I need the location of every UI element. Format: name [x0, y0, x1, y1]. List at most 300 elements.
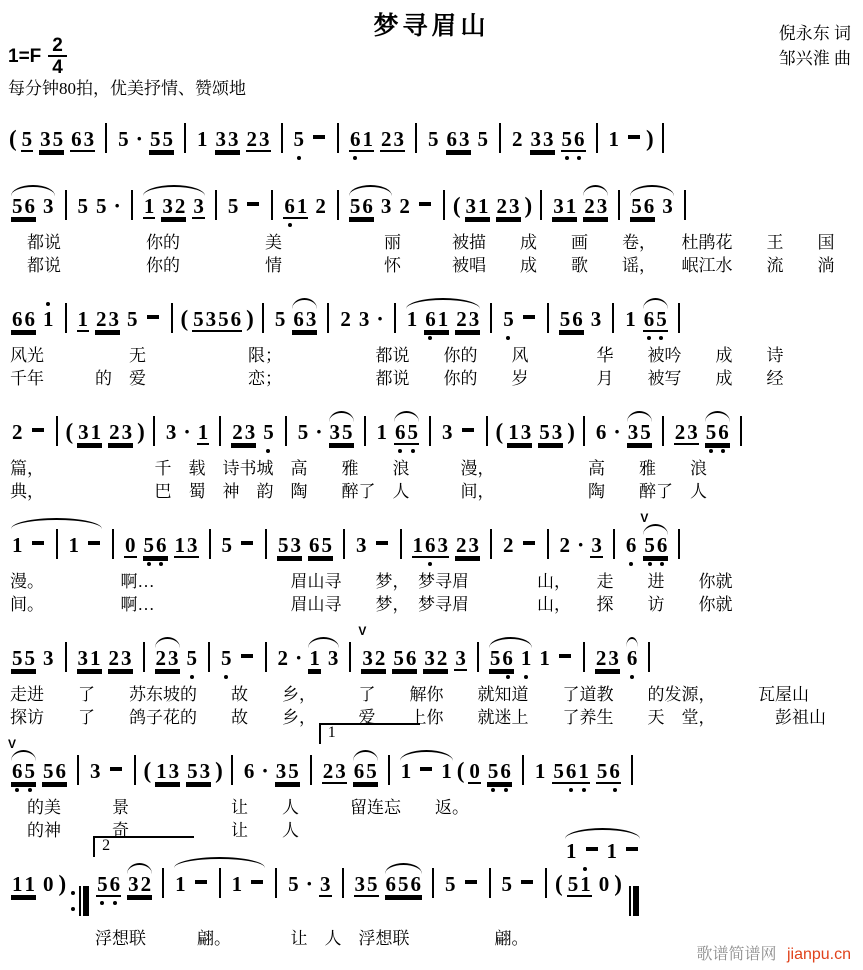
note-digit: 5 [407, 422, 420, 443]
paren: ( [495, 419, 504, 444]
score-area [0, 102, 863, 950]
note-digit: 2 [381, 127, 392, 151]
music-system [6, 106, 859, 164]
note-group [11, 535, 24, 556]
note-digit: 6 [109, 874, 122, 895]
note-digit: 5 [487, 761, 500, 782]
note-digit: 5 [342, 420, 353, 444]
note-digit: 3 [327, 646, 339, 670]
dash-line [241, 654, 253, 658]
note-group [361, 648, 386, 671]
note-group [77, 309, 90, 332]
slur-arc [8, 761, 39, 784]
note-group [314, 196, 327, 217]
note-digit: 2 [503, 533, 514, 557]
note-digit: 6 [499, 761, 512, 782]
lyrics-line: 漫。 啊… 眉山寻 梦， 梦寻眉 山， 走 进 你就 [10, 572, 733, 591]
note-group [596, 761, 621, 784]
notes-line [6, 286, 859, 344]
note-digit: 3 [121, 646, 132, 670]
note-digit: 3 [358, 307, 370, 331]
note-digit: 6 [230, 307, 242, 331]
notes-line [6, 625, 859, 683]
slur-arc [124, 874, 155, 897]
note-group [327, 648, 340, 669]
barline [337, 123, 339, 153]
dash-line [462, 428, 474, 432]
note-digit: 3 [553, 194, 564, 218]
barline [262, 303, 264, 333]
note-digit: 6 [626, 648, 639, 669]
note-digit: 3 [465, 194, 477, 218]
note-digit: 5 [553, 759, 564, 783]
barline [631, 755, 633, 785]
note-digit: 0 [469, 759, 480, 783]
note-digit: 5 [227, 194, 239, 218]
lyrics-line: 都说 你的 情 怀 被唱 成 歌 谣， 岷江水 流 淌 [10, 256, 835, 275]
slur-arc [289, 309, 320, 332]
augmentation-dot: · [113, 193, 121, 218]
note-group [511, 129, 524, 150]
note-digit: 3 [193, 194, 204, 218]
lyricist-credit: 倪永东 词 [778, 24, 851, 43]
note-digit: 1 [42, 309, 55, 330]
barline [678, 529, 680, 559]
note-group [487, 761, 512, 784]
note-digit: 2 [155, 646, 166, 670]
barline [583, 642, 585, 672]
slur-arc [8, 196, 58, 219]
note-digit: 1 [625, 307, 636, 331]
note-digit: 1 [90, 646, 101, 670]
slur-arc [8, 529, 105, 559]
note-digit: 2 [595, 646, 607, 670]
augmentation-dot: · [261, 758, 269, 783]
lyrics-line: 风光 无 限； 都说 你的 风 华 被吟 成 诗 [10, 346, 784, 365]
note-digit: 5 [43, 759, 54, 783]
note-digit: 3 [356, 533, 367, 557]
note-group [507, 422, 532, 445]
octave-dot-low [113, 901, 117, 905]
note-group [385, 874, 423, 897]
barline [522, 755, 524, 785]
music-system [6, 173, 859, 277]
note-digit: 3 [275, 759, 287, 783]
paren: ( [9, 126, 17, 151]
note-digit: 3 [393, 127, 405, 151]
note-group [117, 129, 130, 150]
note-digit: 1 [608, 127, 620, 151]
augmentation-dot: · [183, 419, 191, 444]
note-group [590, 535, 603, 558]
note-group [308, 535, 333, 558]
thin-bar [629, 886, 631, 916]
note-digit: 6 [501, 648, 514, 669]
barline [275, 868, 277, 898]
note-digit: 3 [77, 646, 88, 670]
note-group [215, 129, 240, 152]
note-digit: 5 [705, 422, 718, 443]
barline [596, 123, 598, 153]
note-group [243, 761, 256, 782]
note-group [196, 129, 209, 150]
notes-line [6, 173, 859, 231]
slur-arc [140, 196, 208, 219]
note-group [186, 761, 211, 784]
tempo-marking: 每分钟80拍，优美抒情、赞颂地 [8, 79, 246, 98]
octave-dot-low [647, 336, 651, 340]
note-digit: 3 [687, 420, 698, 444]
note-group [552, 761, 590, 784]
note-digit: 5 [596, 759, 608, 783]
note-digit: 3 [78, 420, 89, 444]
octave-dot-low [629, 562, 633, 566]
barline [65, 642, 67, 672]
note-digit: 3 [437, 533, 448, 557]
note-group [89, 761, 102, 782]
note-digit: 1 [12, 872, 23, 896]
barline [499, 123, 501, 153]
note-group [590, 309, 603, 330]
note-group [155, 648, 180, 671]
note-group [174, 535, 199, 558]
key-signature: 1=F [8, 45, 42, 67]
barline [545, 868, 547, 898]
note-digit: 3 [215, 127, 227, 151]
note-digit: 5 [96, 874, 109, 895]
note-digit: 1 [174, 533, 185, 557]
note-digit: 6 [656, 535, 669, 556]
time-signature [48, 36, 67, 77]
note-group [329, 422, 354, 445]
note-digit: 0 [43, 872, 54, 896]
note-digit: 2 [12, 420, 23, 444]
dash-line [32, 428, 44, 432]
note-group [559, 309, 584, 332]
barline [265, 529, 267, 559]
note-group [231, 422, 256, 445]
note-group [643, 309, 668, 332]
note-digit: 6 [608, 761, 621, 782]
note-digit: 1 [309, 646, 320, 670]
slur-arc [350, 761, 381, 784]
note-group [11, 874, 36, 897]
augmentation-dot: · [305, 871, 314, 896]
note-digit: 2 [322, 759, 334, 783]
octave-dot-low [224, 675, 228, 679]
barline [265, 642, 267, 672]
note-digit: 3 [354, 872, 366, 896]
note-group [354, 874, 379, 897]
note-digit: 1 [441, 759, 452, 783]
note-digit: 3 [329, 420, 341, 444]
note-digit: 1 [156, 759, 167, 783]
note-digit: 2 [340, 307, 351, 331]
paren: ) [646, 126, 654, 151]
note-digit: 5 [288, 872, 299, 896]
notes-line [6, 724, 859, 796]
note-group [108, 648, 133, 671]
note-digit: 6 [309, 533, 320, 557]
note-group [440, 761, 453, 782]
note-digit: 3 [335, 759, 346, 783]
notes-line [6, 837, 859, 927]
note-group [567, 874, 592, 897]
barline [219, 868, 221, 898]
note-digit: 5 [143, 535, 156, 556]
note-digit: 3 [121, 420, 133, 444]
barline [271, 190, 273, 220]
note-group [406, 309, 419, 330]
barline [342, 868, 344, 898]
note-group [308, 648, 321, 671]
note-digit: 5 [366, 759, 377, 783]
note-digit: 3 [530, 127, 542, 151]
note-digit: 0 [598, 872, 610, 896]
barline [134, 755, 136, 785]
note-digit: 1 [197, 420, 209, 444]
note-digit: 5 [539, 420, 550, 444]
note-digit: 2 [246, 127, 258, 151]
note-digit: 1 [175, 872, 186, 896]
note-group [534, 761, 547, 782]
note-digit: 1 [376, 420, 388, 444]
note-digit: 3 [590, 307, 602, 331]
octave-dot-low [190, 675, 194, 679]
note-digit: 1 [231, 872, 243, 896]
dash-line [523, 541, 535, 545]
barline [184, 123, 186, 153]
note-digit: 1 [579, 874, 592, 895]
note-group [277, 535, 302, 558]
barline [112, 529, 114, 559]
lyrics-line: 千年 的 爱 恋； 都说 你的 岁 月 被写 成 经 [10, 369, 784, 388]
barline [613, 529, 615, 559]
paren: ) [567, 419, 575, 444]
barline [153, 416, 155, 446]
note-group [625, 535, 638, 556]
note-digit: 5 [655, 309, 668, 330]
octave-dot-low [100, 901, 104, 905]
note-digit: 2 [96, 307, 107, 331]
octave-dot-low [659, 336, 663, 340]
note-group [11, 422, 24, 443]
note-digit: 6 [243, 759, 255, 783]
lyrics-line: 都说 你的 美 丽 被描 成 画 卷， 杜鹃花 王 国 [10, 233, 835, 252]
note-digit: 2 [277, 646, 288, 670]
note-digit: 3 [509, 194, 520, 218]
slur-arc [640, 535, 671, 558]
octave-dot-low [266, 449, 270, 453]
note-digit: 3 [551, 420, 563, 444]
note-digit: 6 [283, 196, 296, 217]
barline [285, 416, 287, 446]
paren: ( [555, 871, 563, 896]
note-group [455, 535, 480, 558]
note-group [143, 535, 168, 558]
note-digit: 6 [24, 307, 35, 331]
dash-line [247, 202, 259, 206]
note-digit: 5 [127, 307, 138, 331]
paren: ( [143, 758, 152, 783]
note-digit: 3 [168, 759, 180, 783]
note-digit: 3 [128, 872, 139, 896]
note-digit: 6 [24, 194, 35, 218]
barline [162, 868, 164, 898]
note-group [149, 129, 174, 152]
note-group [444, 874, 457, 895]
note-digit: 5 [21, 127, 33, 151]
note-group [297, 422, 310, 443]
note-group [96, 874, 121, 897]
note-group [274, 309, 287, 330]
notes-line [6, 399, 859, 457]
note-digit: 3 [459, 127, 470, 151]
note-digit: 5 [220, 648, 233, 669]
barline [281, 123, 283, 153]
note-group [275, 761, 300, 784]
note-digit: 1 [77, 307, 88, 331]
note-digit: 5 [297, 420, 309, 444]
lyrics-line: 间。 啊… 眉山寻 梦， 梦寻眉 山， 探 访 你就 [10, 595, 733, 614]
notes-line [6, 106, 859, 164]
barline [343, 529, 345, 559]
note-digit: 5 [186, 648, 199, 669]
note-digit: 3 [165, 420, 177, 444]
note-digit: 2 [108, 646, 119, 670]
note-group [455, 309, 480, 332]
note-digit: 6 [362, 194, 373, 218]
barline [56, 529, 58, 559]
barline [105, 123, 107, 153]
note-group [126, 309, 139, 330]
barline [364, 416, 366, 446]
lyrics-line: 浮想联 翩。 让 人 浮想联 翩。 [10, 929, 529, 948]
note-group [339, 309, 352, 330]
slur-arc [627, 196, 677, 219]
note-group [630, 196, 655, 219]
note-digit: 2 [456, 307, 467, 331]
note-digit: 5 [367, 872, 378, 896]
note-group [319, 874, 332, 897]
note-group [643, 535, 668, 558]
note-digit: 6 [625, 535, 638, 556]
note-digit: 6 [385, 872, 397, 896]
note-group [380, 129, 405, 152]
note-group [42, 761, 67, 784]
note-digit: 6 [12, 307, 23, 331]
note-group [423, 648, 448, 671]
barline [394, 303, 396, 333]
note-digit: 1 [566, 839, 577, 863]
note-group [454, 648, 467, 671]
note-digit: 5 [150, 127, 161, 151]
note-digit: 6 [573, 129, 586, 150]
note-group [358, 309, 371, 330]
barline [415, 123, 417, 153]
note-digit: 6 [405, 646, 417, 670]
note-group [262, 422, 275, 443]
slur-arc [171, 868, 268, 898]
note-group [283, 196, 308, 219]
note-digit: 3 [40, 127, 51, 151]
note-group [161, 196, 186, 219]
note-digit: 5 [398, 872, 409, 896]
note-digit: 5 [278, 533, 289, 557]
slur-arc [397, 761, 456, 782]
dash-line [376, 541, 388, 545]
page-title: 梦寻眉山 [373, 12, 490, 40]
note-digit: 3 [259, 127, 270, 151]
note-group [398, 196, 411, 217]
note-digit: 6 [394, 422, 407, 443]
note-group [380, 196, 393, 217]
barline [678, 303, 680, 333]
note-group [674, 422, 699, 445]
barline [208, 642, 210, 672]
note-digit: 1 [400, 759, 412, 783]
note-group [108, 422, 133, 445]
music-system [6, 724, 859, 842]
note-digit: 1 [362, 127, 374, 151]
thick-bar [633, 886, 639, 916]
note-digit: 3 [468, 533, 479, 557]
augmentation-dot: · [613, 419, 621, 444]
repeat-dots [71, 886, 76, 916]
note-digit: 5 [24, 646, 35, 670]
note-group [143, 196, 156, 219]
note-group [322, 761, 347, 784]
note-digit: 3 [627, 420, 639, 444]
note-digit: 0 [125, 533, 136, 557]
note-digit: 5 [221, 533, 232, 557]
barline [400, 529, 402, 559]
note-group [77, 422, 102, 445]
note-group [77, 196, 90, 217]
slur-arc [486, 648, 536, 671]
note-group [496, 196, 521, 219]
note-digit: 2 [674, 420, 686, 444]
note-group [355, 535, 368, 556]
paren: ( [65, 419, 74, 444]
barline [143, 642, 145, 672]
note-digit: 1 [90, 420, 102, 444]
paren: ) [246, 306, 254, 331]
breath-mark: V [358, 624, 367, 638]
note-group [192, 309, 242, 332]
dash-line [420, 767, 432, 771]
music-system [6, 837, 859, 950]
augmentation-dot: · [577, 532, 585, 557]
note-digit: 2 [174, 194, 186, 218]
octave-dot-low [721, 449, 725, 453]
octave-dot-low [147, 562, 151, 566]
note-group [11, 761, 36, 784]
note-digit: 5 [187, 759, 198, 783]
note-digit: 6 [71, 127, 82, 151]
note-digit: 6 [293, 307, 304, 331]
barline [388, 755, 390, 785]
note-digit: 6 [565, 761, 578, 782]
note-group [595, 648, 620, 671]
octave-dot-low [648, 562, 652, 566]
watermark-site-name: 歌谱简谱网 [696, 946, 777, 963]
note-digit: 3 [199, 759, 211, 783]
slur-arc [391, 422, 422, 445]
lyrics-line: 的神 奇 让 人 [10, 821, 299, 840]
paren: ) [614, 871, 622, 896]
barline [618, 190, 620, 220]
